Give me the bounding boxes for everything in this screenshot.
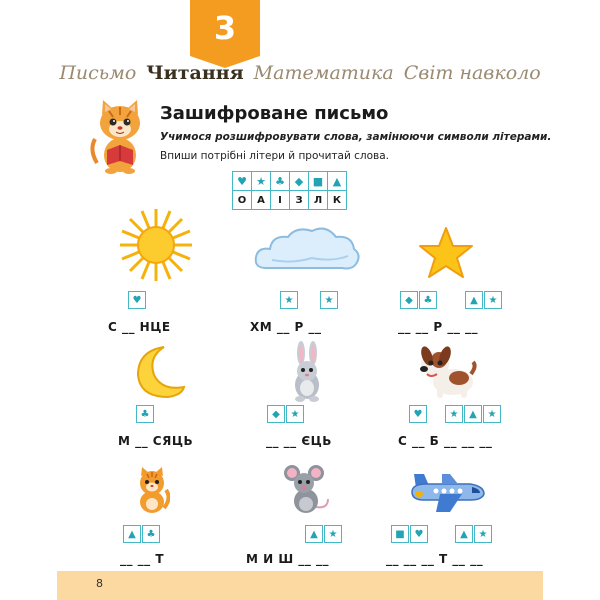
chapter-badge: 3 bbox=[190, 0, 260, 56]
key-letter: К bbox=[328, 191, 347, 210]
page-number: 8 bbox=[96, 577, 103, 590]
key-symbol-star: ★ bbox=[252, 172, 271, 191]
cipher-box: ♣ bbox=[142, 525, 160, 543]
key-letter: А bbox=[252, 191, 271, 210]
subject-writing: Письмо bbox=[59, 62, 137, 84]
key-letter: Л bbox=[309, 191, 328, 210]
cipher-box: ★ bbox=[445, 405, 463, 423]
key-symbol-diamond: ◆ bbox=[290, 172, 309, 191]
subject-reading: Читання bbox=[146, 62, 244, 84]
puzzle-word: М __ СЯЦЬ bbox=[118, 434, 194, 448]
subject-math: Математика bbox=[253, 62, 394, 84]
cat-reading-icon bbox=[87, 95, 149, 175]
exercise-title: Зашифроване письмо bbox=[160, 103, 389, 124]
cipher-box: ★ bbox=[320, 291, 338, 309]
moon-icon bbox=[134, 345, 186, 399]
cipher-box: ★ bbox=[324, 525, 342, 543]
puzzle-word: С __ Б __ __ __ bbox=[398, 434, 493, 448]
subject-world: Світ навколо bbox=[403, 62, 541, 84]
cloud-icon bbox=[252, 224, 362, 272]
cipher-box: ★ bbox=[286, 405, 304, 423]
cipher-box: ♣ bbox=[136, 405, 154, 423]
subject-nav bbox=[57, 57, 543, 89]
cipher-box: ▲ bbox=[464, 405, 482, 423]
cipher-box: ★ bbox=[484, 291, 502, 309]
rabbit-icon bbox=[290, 341, 324, 403]
cipher-box: ▲ bbox=[305, 525, 323, 543]
key-letter: З bbox=[290, 191, 309, 210]
cipher-box: ♣ bbox=[419, 291, 437, 309]
cipher-box: ◆ bbox=[267, 405, 285, 423]
puzzle-word: __ __ Т bbox=[120, 552, 165, 566]
puzzle-word: М И Ш __ __ bbox=[246, 552, 330, 566]
cipher-box: ★ bbox=[280, 291, 298, 309]
cipher-box: ▲ bbox=[465, 291, 483, 309]
exercise-subtitle: Учимося розшифровувати слова, замінюючи символи літерами. bbox=[160, 131, 552, 143]
key-symbol-club: ♣ bbox=[271, 172, 290, 191]
cipher-box: ■ bbox=[391, 525, 409, 543]
exercise-instruction: Впиши потрібні літери й прочитай слова. bbox=[160, 150, 390, 162]
airplane-icon bbox=[406, 470, 486, 516]
puzzle-word: __ __ __ Т __ __ bbox=[386, 552, 484, 566]
cipher-box: ◆ bbox=[400, 291, 418, 309]
cipher-box: ♥ bbox=[409, 405, 427, 423]
cipher-box: ▲ bbox=[455, 525, 473, 543]
puzzle-word: С __ НЦЕ bbox=[108, 320, 171, 334]
key-symbol-square: ■ bbox=[309, 172, 328, 191]
key-symbol-heart: ♥ bbox=[233, 172, 252, 191]
star-icon bbox=[418, 226, 474, 280]
cipher-box: ▲ bbox=[123, 525, 141, 543]
puzzle-word: __ __ ЄЦЬ bbox=[266, 434, 332, 448]
cipher-key-table bbox=[232, 171, 347, 210]
cipher-box: ♥ bbox=[128, 291, 146, 309]
mouse-icon bbox=[282, 463, 332, 515]
footer-band bbox=[57, 571, 543, 600]
dog-icon bbox=[415, 344, 477, 400]
puzzle-word: __ __ Р __ __ bbox=[398, 320, 479, 334]
cipher-box: ★ bbox=[483, 405, 501, 423]
cipher-box: ♥ bbox=[410, 525, 428, 543]
key-symbol-triangle: ▲ bbox=[328, 172, 347, 191]
key-letter: О bbox=[233, 191, 252, 210]
puzzle-word: ХМ __ Р __ bbox=[250, 320, 322, 334]
sun-icon bbox=[118, 207, 194, 283]
cipher-box: ★ bbox=[474, 525, 492, 543]
kitten-icon bbox=[134, 466, 170, 514]
key-letter: І bbox=[271, 191, 290, 210]
